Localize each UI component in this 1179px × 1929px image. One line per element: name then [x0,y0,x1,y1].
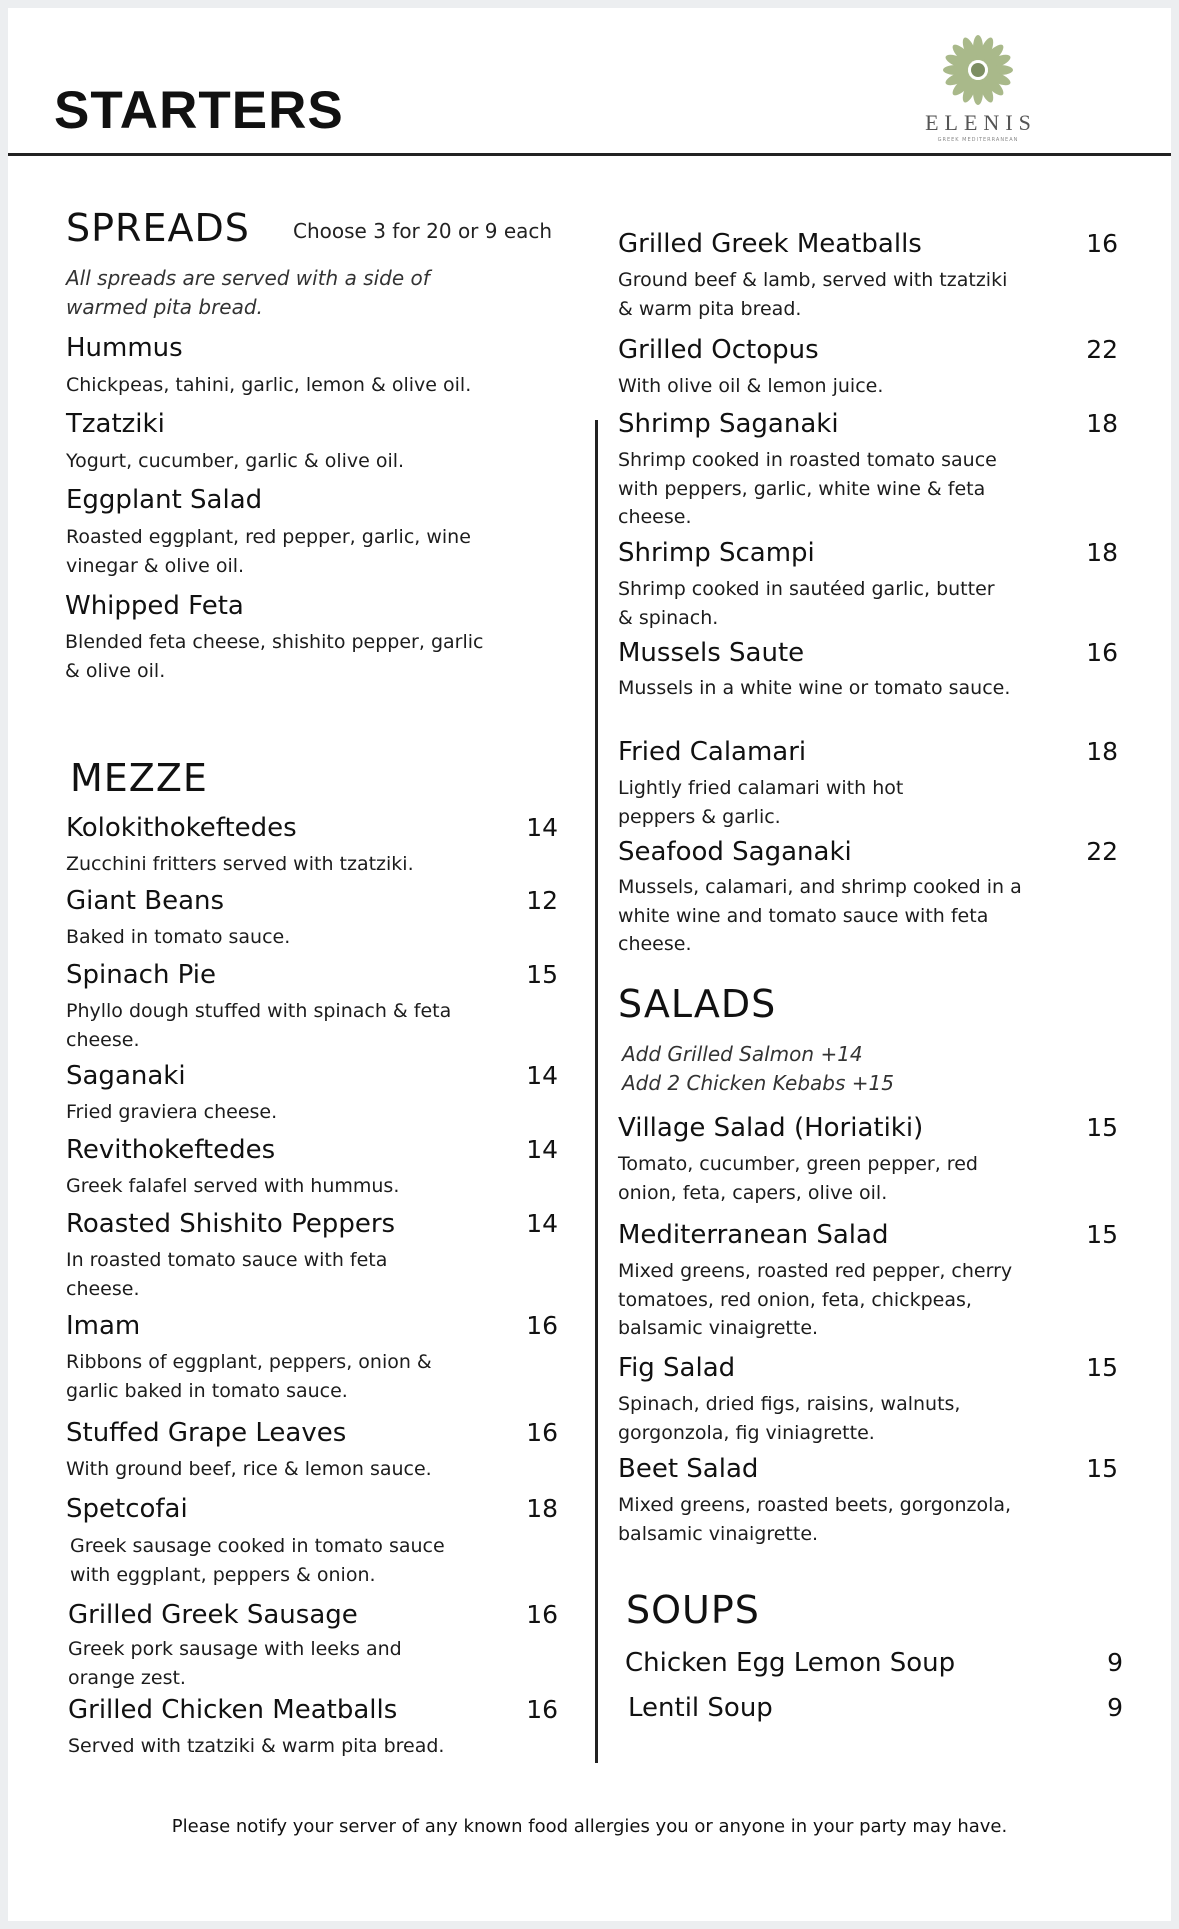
mezze-item-price: 16 [526,1600,558,1629]
menu-page [8,8,1171,1921]
soup-item-price: 9 [1107,1693,1123,1722]
salad-item-desc: Mixed greens, roasted beets, gorgonzola, balsamic vinaigrette. [618,1494,1012,1545]
mezze-item-desc: Greek sausage cooked in tomato sauce with eggplant, peppers & onion. [70,1535,445,1586]
flower-logo-icon [942,34,1014,106]
mezze-item-name: Grilled Chicken Meatballs [68,1695,398,1725]
soup-item-price: 9 [1107,1648,1123,1677]
mezze-item-name: Roasted Shishito Peppers [66,1209,396,1239]
mezze-item-price: 15 [526,960,558,989]
mezze-item-price: 16 [526,1695,558,1724]
starter-item-name: Mussels Saute [618,638,805,668]
starter-item-price: 16 [1086,229,1118,258]
logo-wordmark: ELENIS [925,110,1037,135]
mezze-item-price: 16 [526,1311,558,1340]
starter-item-name: Fried Calamari [618,737,807,767]
spread-name: Tzatziki [66,409,165,439]
mezze-item-name: Kolokithokeftedes [66,813,297,843]
starter-item-price: 18 [1086,409,1118,438]
spread-desc: Blended feta cheese, shishito pepper, garlic & olive oil. [65,631,484,682]
starter-item-desc: Lightly fried calamari with hot peppers & garlic. [618,777,904,828]
spread-name: Whipped Feta [65,591,244,621]
salad-item-price: 15 [1086,1454,1118,1483]
salad-item-name: Mediterranean Salad [618,1220,889,1250]
mezze-item-name: Imam [66,1311,141,1341]
mezze-item-name: Stuffed Grape Leaves [66,1418,347,1448]
spreads-intro: All spreads are served with a side of warmed pita bread. [66,266,430,319]
spreads-heading: SPREADS [66,206,250,250]
soups-heading: SOUPS [626,1588,760,1632]
mezze-item-name: Saganaki [66,1061,186,1091]
salad-item-name: Village Salad (Horiatiki) [618,1113,924,1143]
mezze-item-price: 12 [526,886,558,915]
starter-item-price: 22 [1086,335,1118,364]
mezze-item-desc: Greek pork sausage with leeks and orange zest. [68,1638,402,1689]
mezze-item-price: 14 [526,813,558,842]
spreads-price-note: Choose 3 for 20 or 9 each [293,219,553,243]
mezze-item-desc: Phyllo dough stuffed with spinach & feta cheese. [66,1000,452,1051]
allergy-notice: Please notify your server of any known food allergies you or anyone in your party may have. [171,1816,1008,1837]
spread-desc: Chickpeas, tahini, garlic, lemon & olive oil. [66,374,472,396]
salad-item-desc: Tomato, cucumber, green pepper, red onion, feta, capers, olive oil. [618,1153,978,1204]
spread-desc: Roasted eggplant, red pepper, garlic, wine vinegar & olive oil. [66,526,471,577]
mezze-item-desc: With ground beef, rice & lemon sauce. [66,1458,432,1480]
starter-item-name: Grilled Octopus [618,335,819,365]
spread-name: Hummus [66,333,183,363]
starter-item-price: 22 [1086,837,1118,866]
header-rule [8,153,1171,156]
mezze-item-price: 14 [526,1209,558,1238]
mezze-item-desc: Greek falafel served with hummus. [66,1175,400,1197]
mezze-item-price: 18 [526,1494,558,1523]
starter-item-desc: Mussels, calamari, and shrimp cooked in a white wine and tomato sauce with feta cheese. [618,876,1022,955]
spread-name: Eggplant Salad [66,485,263,515]
starter-item-price: 16 [1086,638,1118,667]
starter-item-desc: Ground beef & lamb, served with tzatziki & warm pita bread. [618,269,1008,320]
starter-item-name: Shrimp Scampi [618,538,815,568]
soup-item-name: Chicken Egg Lemon Soup [625,1648,956,1678]
mezze-item-desc: Zucchini fritters served with tzatziki. [66,853,414,875]
salads-heading: SALADS [618,982,777,1026]
salad-item-desc: Mixed greens, roasted red pepper, cherry tomatoes, red onion, feta, chickpeas, balsamic vinaigrette. [618,1260,1013,1339]
starter-item-name: Grilled Greek Meatballs [618,229,922,259]
salad-item-price: 15 [1086,1113,1118,1142]
spread-desc: Yogurt, cucumber, garlic & olive oil. [66,450,405,472]
starter-item-desc: Shrimp cooked in sautéed garlic, butter & spinach. [618,578,995,629]
mezze-item-name: Revithokeftedes [66,1135,276,1165]
mezze-item-desc: Baked in tomato sauce. [66,926,291,948]
restaurant-logo [908,34,1048,144]
mezze-item-name: Spinach Pie [66,960,217,990]
starter-item-desc: Shrimp cooked in roasted tomato sauce with peppers, garlic, white wine & feta cheese. [618,449,997,528]
mezze-item-desc: Ribbons of eggplant, peppers, onion & garlic baked in tomato sauce. [66,1351,432,1402]
mezze-item-name: Spetcofai [66,1494,188,1524]
logo-tagline: GREEK MEDITERRANEAN [937,137,1019,143]
salad-item-price: 15 [1086,1353,1118,1382]
mezze-item-price: 16 [526,1418,558,1447]
mezze-item-name: Grilled Greek Sausage [68,1600,358,1630]
starter-item-desc: With olive oil & lemon juice. [618,375,884,397]
salad-item-name: Fig Salad [618,1353,736,1383]
starter-item-price: 18 [1086,737,1118,766]
starter-item-name: Shrimp Saganaki [618,409,839,439]
salad-item-desc: Spinach, dried figs, raisins, walnuts, gorgonzola, fig viniagrette. [618,1393,961,1444]
mezze-item-desc: In roasted tomato sauce with feta cheese. [66,1249,388,1300]
soup-item-name: Lentil Soup [628,1693,773,1723]
mezze-heading: MEZZE [70,756,208,800]
page-title: STARTERS [54,81,344,140]
starter-item-name: Seafood Saganaki [618,837,852,867]
mezze-item-name: Giant Beans [66,886,225,916]
mezze-item-desc: Served with tzatziki & warm pita bread. [68,1735,445,1757]
starter-item-desc: Mussels in a white wine or tomato sauce. [618,677,1011,699]
starter-item-price: 18 [1086,538,1118,567]
salad-item-price: 15 [1086,1220,1118,1249]
mezze-item-desc: Fried graviera cheese. [66,1101,278,1123]
salad-item-name: Beet Salad [618,1454,759,1484]
salad-addon-chicken: Add 2 Chicken Kebabs +15 [622,1071,894,1095]
column-divider [595,420,598,1763]
mezze-item-price: 14 [526,1061,558,1090]
salad-addon-salmon: Add Grilled Salmon +14 [622,1042,863,1066]
mezze-item-price: 14 [526,1135,558,1164]
